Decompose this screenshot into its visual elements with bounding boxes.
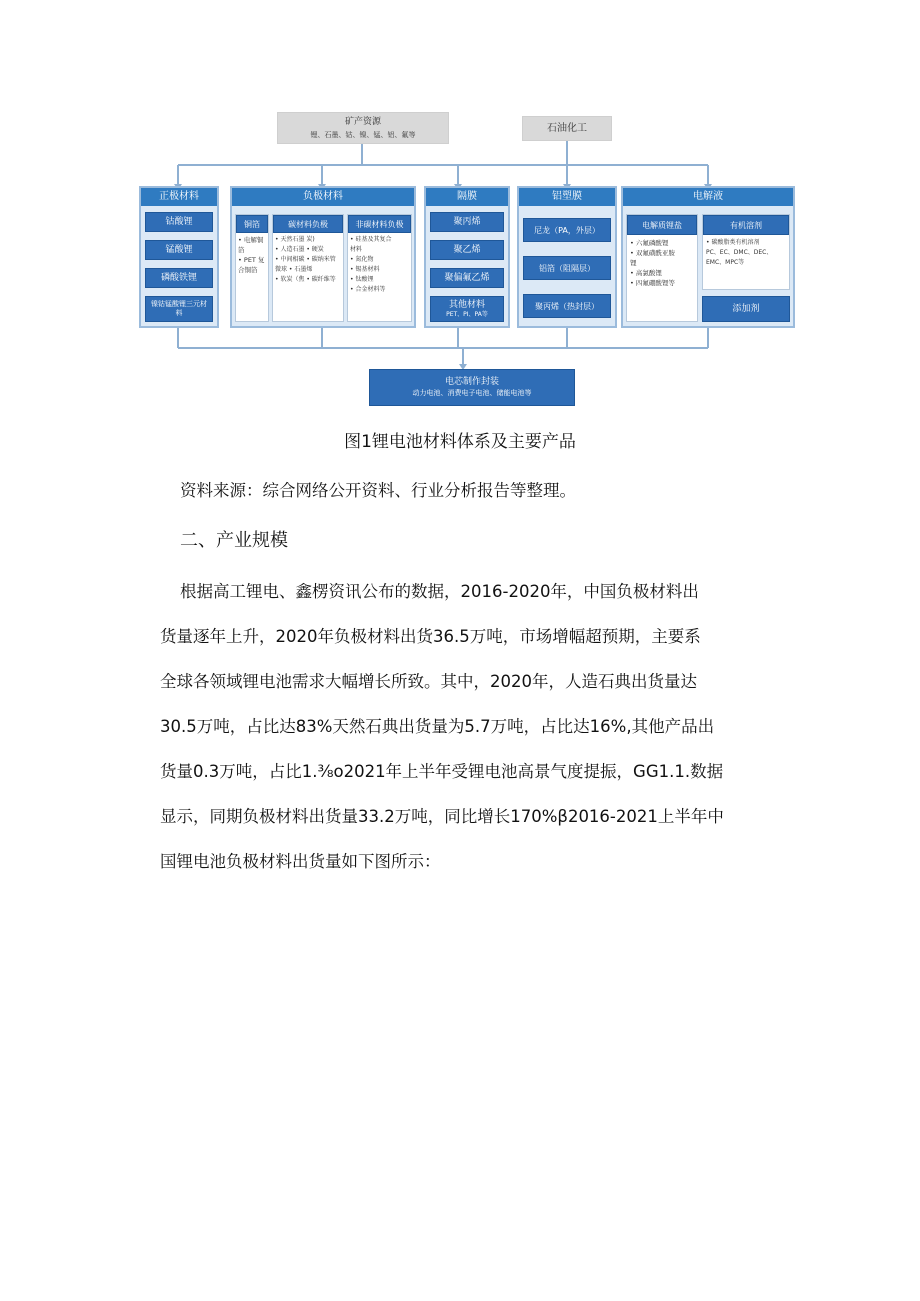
aluminum-film-item: 铝箔（阻隔层）	[523, 256, 611, 280]
cell-packaging-subtitle: 动力电池、消费电子电池、储能电池等	[412, 388, 532, 397]
separator-other-box	[430, 296, 504, 322]
cell-packaging-title: 电芯制作封装	[444, 376, 499, 387]
list-item: 锂	[630, 259, 637, 267]
paragraph-line: 根据高工锂电、鑫楞资讯公布的数据，2016-2020年，中国负极材料出	[180, 582, 699, 601]
list-item: • 高氯酸锂	[630, 269, 662, 277]
list-item: • 双氟磺酰亚胺	[630, 249, 675, 257]
non-carbon-anode-list	[348, 233, 411, 297]
additive-box: 添加剂	[702, 296, 790, 322]
electrolyte-salt-list	[627, 235, 697, 291]
organic-solvent-box	[702, 214, 790, 290]
copper-foil-list	[236, 233, 268, 277]
list-item: • 中间相碳 • 碳纳米管	[275, 256, 336, 263]
separator-panel	[424, 186, 510, 328]
carbon-anode-header: 碳材料负极	[273, 215, 343, 233]
separator-item: 聚乙烯	[430, 240, 504, 260]
organic-solvent-list	[703, 235, 789, 271]
copper-foil-box	[235, 214, 269, 322]
cathode-item: 磷酸铁锂	[145, 268, 213, 288]
list-item: • 硅基及其复合	[350, 236, 392, 243]
paragraph-line: 显示，同期负极材料出货量33.2万吨，同比增长170%β2016-2021上半年中	[160, 807, 724, 826]
list-item: • 天然石墨 炭)	[275, 236, 315, 243]
paragraph-line: 国锂电池负极材料出货量如下图所示：	[160, 852, 441, 871]
list-item: 微球 • 石墨烯	[275, 266, 313, 273]
copper-foil-header: 铜箔	[236, 215, 268, 233]
electrolyte-salt-header: 电解质锂盐	[627, 215, 697, 235]
paragraph-line: 货量逐年上升，2020年负极材料出货36.5万吨，市场增幅超预期，主要系	[160, 627, 701, 646]
separator-item: 聚丙烯	[430, 212, 504, 232]
electrolyte-panel	[621, 186, 795, 328]
non-carbon-anode-header: 非碳材料负极	[348, 215, 411, 233]
cathode-header: 正极材料	[141, 188, 217, 206]
list-item: • 六氟磷酸锂	[630, 239, 669, 247]
separator-other-title: 其他材料	[448, 299, 485, 310]
list-item: • 电解铜	[238, 236, 264, 244]
non-carbon-anode-box	[347, 214, 412, 322]
cell-packaging-box	[369, 369, 575, 406]
cathode-item: 锰酸锂	[145, 240, 213, 260]
carbon-anode-list	[273, 233, 343, 287]
mineral-resources-title: 矿产资源	[344, 117, 381, 127]
organic-solvent-header: 有机溶剂	[703, 215, 789, 235]
paragraph-line: 货量0.3万吨，占比1.⅜o2021年上半年受锂电池高景气度提振，GG1.1.数据	[160, 762, 724, 781]
paragraph-line: 30.5万吨，占比达83%天然石典出货量为5.7万吨，占比达16%,其他产品出	[160, 717, 715, 736]
aluminum-film-item: 尼龙（PA，外层）	[523, 218, 611, 242]
cathode-item: 钴酸锂	[145, 212, 213, 232]
anode-panel	[230, 186, 416, 328]
carbon-anode-box	[272, 214, 344, 322]
list-item: • 软炭（焦 • 碳纤维等	[275, 276, 336, 283]
lithium-battery-materials-diagram	[0, 0, 920, 420]
mineral-resources-box	[277, 112, 449, 144]
separator-other-sub: PET、PI、PA等	[446, 310, 488, 318]
mineral-resources-subtitle: 锂、石墨、钴、镍、锰、铝、氟等	[310, 131, 416, 139]
list-item: • 碳酸脂类有机溶剂	[706, 239, 760, 246]
list-item: • 氮化物	[350, 256, 374, 263]
source-note: 资料来源：综合网络公开资料、行业分析报告等整理。	[180, 481, 576, 500]
separator-item: 聚偏氟乙烯	[430, 268, 504, 288]
list-item: 箔	[238, 246, 245, 254]
list-item: PC、EC、DMC、DEC、	[706, 249, 773, 256]
separator-header: 隔膜	[426, 188, 508, 206]
anode-header: 负极材料	[232, 188, 414, 206]
list-item: 合铜箔	[238, 266, 258, 274]
list-item: • 钛酸锂	[350, 276, 374, 283]
electrolyte-salt-box	[626, 214, 698, 322]
aluminum-film-header: 铝塑膜	[519, 188, 615, 206]
cathode-item: 镍钴锰酸锂三元材料	[145, 296, 213, 322]
list-item: 材料	[350, 246, 363, 253]
electrolyte-header: 电解液	[623, 188, 793, 206]
list-item: • PET 复	[238, 256, 265, 264]
list-item: EMC、MPC等	[706, 259, 745, 266]
figure-caption: 图1锂电池材料体系及主要产品	[344, 432, 576, 452]
list-item: • 四氟硼酸锂等	[630, 279, 675, 287]
aluminum-film-panel	[517, 186, 617, 328]
list-item: • 人造石墨 • 硬炭	[275, 246, 324, 253]
list-item: • 合金材料等	[350, 286, 386, 293]
cathode-panel	[139, 186, 219, 328]
list-item: • 锡基材料	[350, 266, 380, 273]
body-paragraph	[160, 569, 780, 884]
aluminum-film-item: 聚丙烯（热封层）	[523, 294, 611, 318]
petrochemical-box: 石油化工	[522, 116, 612, 141]
paragraph-line: 全球各领域锂电池需求大幅增长所致。其中，2020年，人造石典出货量达	[160, 672, 697, 691]
section-heading: 二、产业规模	[180, 530, 288, 551]
